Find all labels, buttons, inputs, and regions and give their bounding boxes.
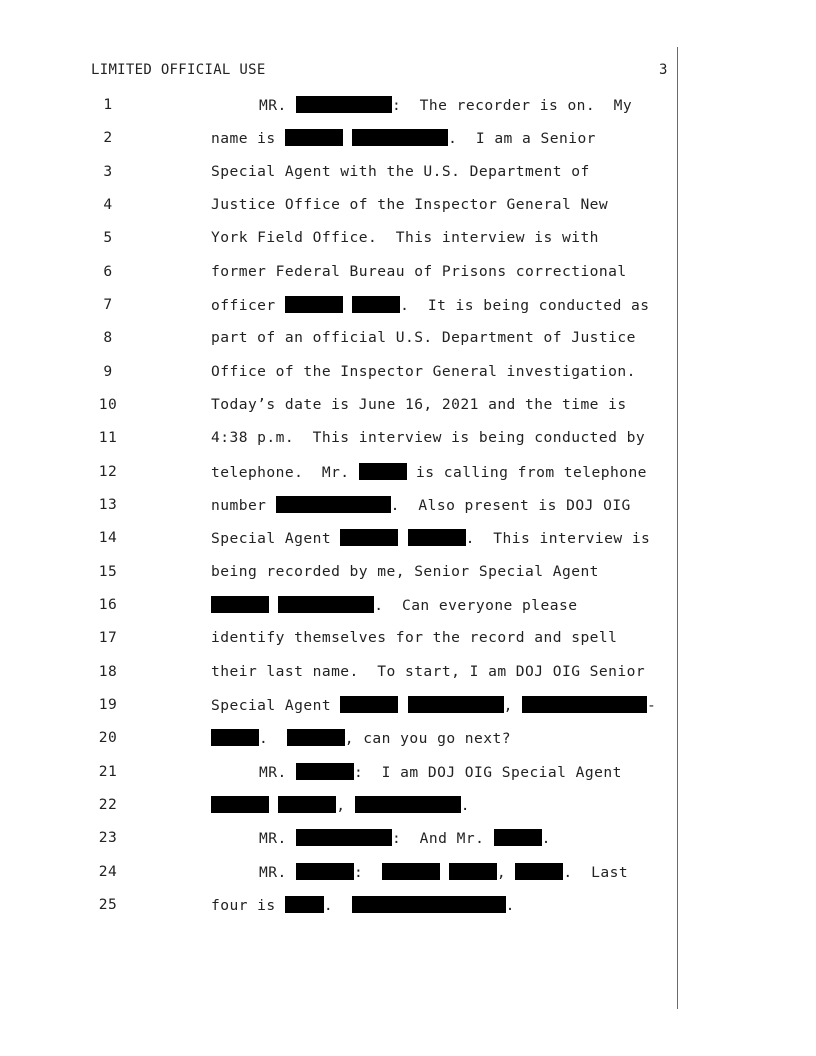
line-text: Special Agent with the U.S. Department of [211,163,590,180]
transcript-line [0,293,816,317]
transcript-line [0,126,816,150]
line-number: 23 [98,829,118,846]
line-number: 22 [98,796,118,813]
line-text: . , can you go next? [211,729,511,747]
redaction-box [340,696,398,713]
transcript-line [0,860,816,884]
transcript-line [0,93,816,117]
line-text: Special Agent . This interview is [211,530,651,547]
redaction-box [340,529,398,546]
redaction-box [382,863,440,880]
line-text: York Field Office. This interview is with [211,229,599,246]
transcript-line [0,560,816,584]
redaction-box [211,796,269,813]
line-text: part of an official U.S. Department of Justice [211,329,636,346]
line-number: 17 [98,629,118,646]
line-text: their last name. To start, I am DOJ OIG Senior [211,663,646,680]
redaction-box [296,763,354,780]
redaction-box [408,529,466,546]
line-number: 19 [98,696,118,713]
redaction-box [352,296,400,313]
transcript-line [0,460,816,484]
redaction-box [285,296,343,313]
line-number: 21 [98,763,118,780]
redaction-box [449,863,497,880]
line-text: MR. : , . Last [259,864,629,881]
redaction-box [296,96,392,113]
line-text: MR. : The recorder is on. My [259,97,633,114]
line-text: four is . . [211,897,515,914]
line-number: 25 [98,896,118,913]
line-text: identify themselves for the record and spell [211,629,618,646]
redaction-box [285,129,343,146]
transcript-line [0,593,816,617]
line-text: number . Also present is DOJ OIG [211,497,631,514]
redaction-box [355,796,461,813]
redaction-box [211,729,259,746]
classification-header: LIMITED OFFICIAL USE [91,62,266,78]
redaction-box [359,463,407,480]
transcript-line [0,193,816,217]
transcript-line [0,660,816,684]
transcript-line [0,360,816,384]
redaction-box [352,896,506,913]
line-text: Special Agent , - [211,697,657,714]
line-number: 2 [103,129,113,146]
redaction-box [285,896,324,913]
line-number: 5 [103,229,113,246]
redaction-box [278,596,374,613]
line-text: Office of the Inspector General investigation. [211,363,636,380]
line-number: 15 [98,563,118,580]
redaction-box [515,863,563,880]
line-number: 3 [103,163,113,180]
line-number: 16 [98,596,118,613]
line-number: 14 [98,529,118,546]
transcript-line [0,793,816,817]
line-number: 18 [98,663,118,680]
line-number: 8 [103,329,113,346]
line-number: 20 [98,729,118,746]
line-number: 24 [98,863,118,880]
redaction-box [494,829,542,846]
line-text: MR. : I am DOJ OIG Special Agent [259,764,622,781]
line-number: 1 [103,96,113,113]
redaction-box [352,129,448,146]
redaction-box [287,729,345,746]
line-text: former Federal Bureau of Prisons correctional [211,263,627,280]
line-number: 10 [98,396,118,413]
transcript-line [0,760,816,784]
line-text: Justice Office of the Inspector General New [211,196,609,213]
redaction-box [408,696,504,713]
line-number: 13 [98,496,118,513]
line-number: 12 [98,463,118,480]
transcript-line [0,493,816,517]
transcript-line [0,426,816,450]
page-number: 3 [659,62,668,78]
transcript-line [0,526,816,550]
line-number: 7 [103,296,113,313]
transcript-line [0,226,816,250]
line-text: MR. : And Mr. . [259,830,551,847]
line-text: being recorded by me, Senior Special Agent [211,563,599,580]
redaction-box [211,596,269,613]
line-number: 6 [103,263,113,280]
redaction-box [296,829,392,846]
line-text: , . [211,796,470,814]
transcript-line [0,626,816,650]
redaction-box [522,696,647,713]
transcript-line [0,693,816,717]
line-text: name is . I am a Senior [211,130,596,147]
redaction-box [278,796,336,813]
line-text: officer . It is being conducted as [211,297,650,314]
transcript-line [0,393,816,417]
transcript-line [0,326,816,350]
transcript-line [0,260,816,284]
transcript-line [0,826,816,850]
line-text: Today’s date is June 16, 2021 and the time is [211,396,627,413]
redaction-box [296,863,354,880]
line-number: 11 [98,429,118,446]
transcript-line [0,726,816,750]
line-text: 4:38 p.m. This interview is being conducted by [211,429,646,446]
line-text: . Can everyone please [211,596,577,614]
line-number: 9 [103,363,113,380]
line-text: telephone. Mr. is calling from telephone [211,464,647,481]
transcript-line [0,160,816,184]
line-number: 4 [103,196,113,213]
transcript-line [0,893,816,917]
redaction-box [276,496,391,513]
